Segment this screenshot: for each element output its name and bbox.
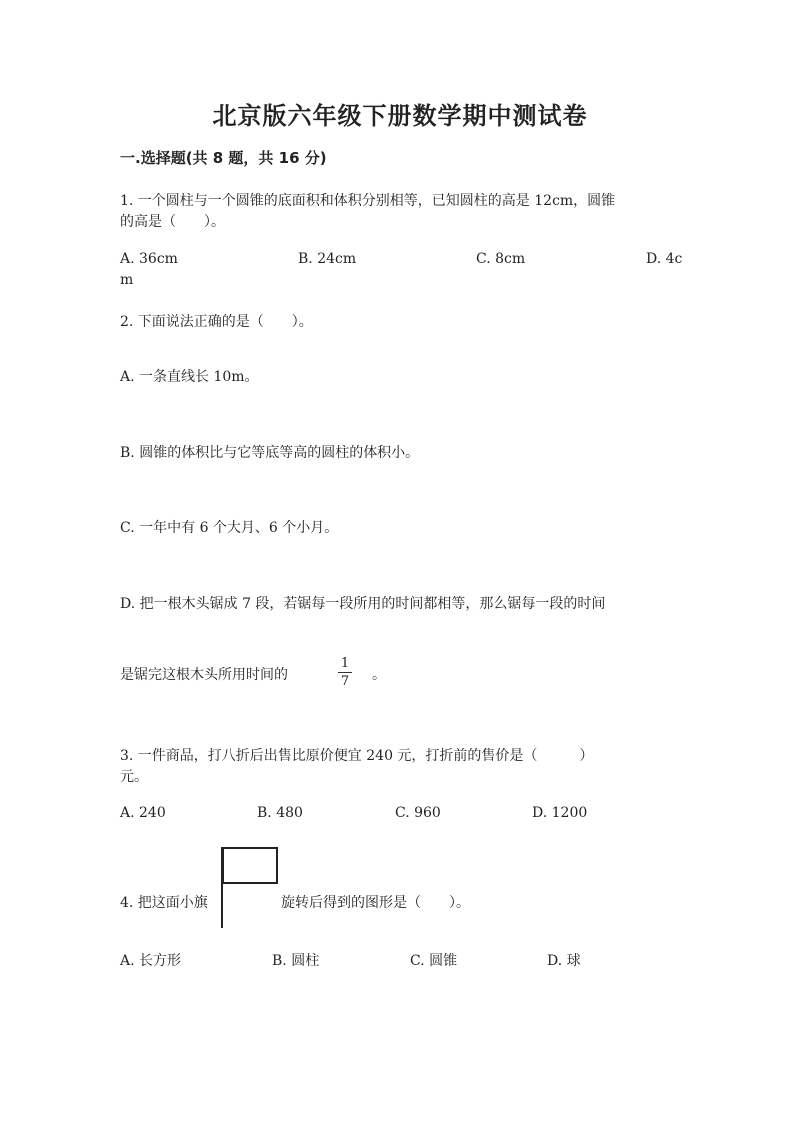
- fraction-one-seventh: [338, 656, 352, 689]
- q4-stem-start: 4. 把这面小旗: [120, 895, 208, 911]
- q2-option-a[interactable]: A. 一条直线长 10m。: [120, 369, 259, 385]
- q1-option-d-wrap: m: [120, 272, 134, 288]
- q1-option-d[interactable]: D. 4c: [646, 251, 683, 267]
- q3-option-c[interactable]: C. 960: [395, 805, 441, 821]
- q2-option-c[interactable]: C. 一年中有 6 个大月、6 个小月。: [120, 520, 339, 536]
- flag-cloth: [223, 848, 277, 883]
- page-title: 北京版六年级下册数学期中测试卷: [212, 102, 588, 130]
- q1-option-a[interactable]: A. 36cm: [120, 251, 178, 267]
- q3-option-d[interactable]: D. 1200: [532, 805, 588, 821]
- q2-option-d-line2: 是锯完这根木头所用时间的: [120, 667, 288, 683]
- section-heading: 一.选择题(共 8 题，共 16 分): [120, 149, 327, 167]
- q4-option-b[interactable]: B. 圆柱: [272, 953, 320, 969]
- q1-stem-line1: 1. 一个圆柱与一个圆锥的底面积和体积分别相等，已知圆柱的高是 12cm，圆锥: [120, 193, 616, 209]
- q3-stem-line1: 3. 一件商品，打八折后出售比原价便宜 240 元，打折前的售价是（ ）: [120, 748, 594, 764]
- q3-option-b[interactable]: B. 480: [257, 805, 303, 821]
- q3-option-a[interactable]: A. 240: [120, 805, 166, 821]
- q2-option-d-line1[interactable]: D. 把一根木头锯成 7 段，若锯每一段所用的时间都相等，那么锯每一段的时间: [120, 596, 606, 612]
- fraction-bar: [338, 672, 352, 673]
- q2-option-d-end: 。: [372, 667, 386, 683]
- fraction-denominator: 7: [340, 674, 350, 689]
- flag-figure: [218, 845, 282, 930]
- q1-option-b[interactable]: B. 24cm: [298, 251, 357, 267]
- q2-stem: 2. 下面说法正确的是（ ）。: [120, 314, 313, 330]
- q3-stem-line2: 元。: [120, 769, 148, 785]
- q4-option-d[interactable]: D. 球: [547, 953, 581, 969]
- q4-option-a[interactable]: A. 长方形: [120, 953, 182, 969]
- q4-option-c[interactable]: C. 圆锥: [410, 953, 458, 969]
- q4-stem-end: 旋转后得到的图形是（ ）。: [281, 895, 470, 911]
- q2-option-b[interactable]: B. 圆锥的体积比与它等底等高的圆柱的体积小。: [120, 445, 420, 461]
- q1-option-c[interactable]: C. 8cm: [476, 251, 526, 267]
- q1-stem-line2: 的高是（ ）。: [120, 214, 225, 230]
- fraction-numerator: 1: [340, 656, 350, 671]
